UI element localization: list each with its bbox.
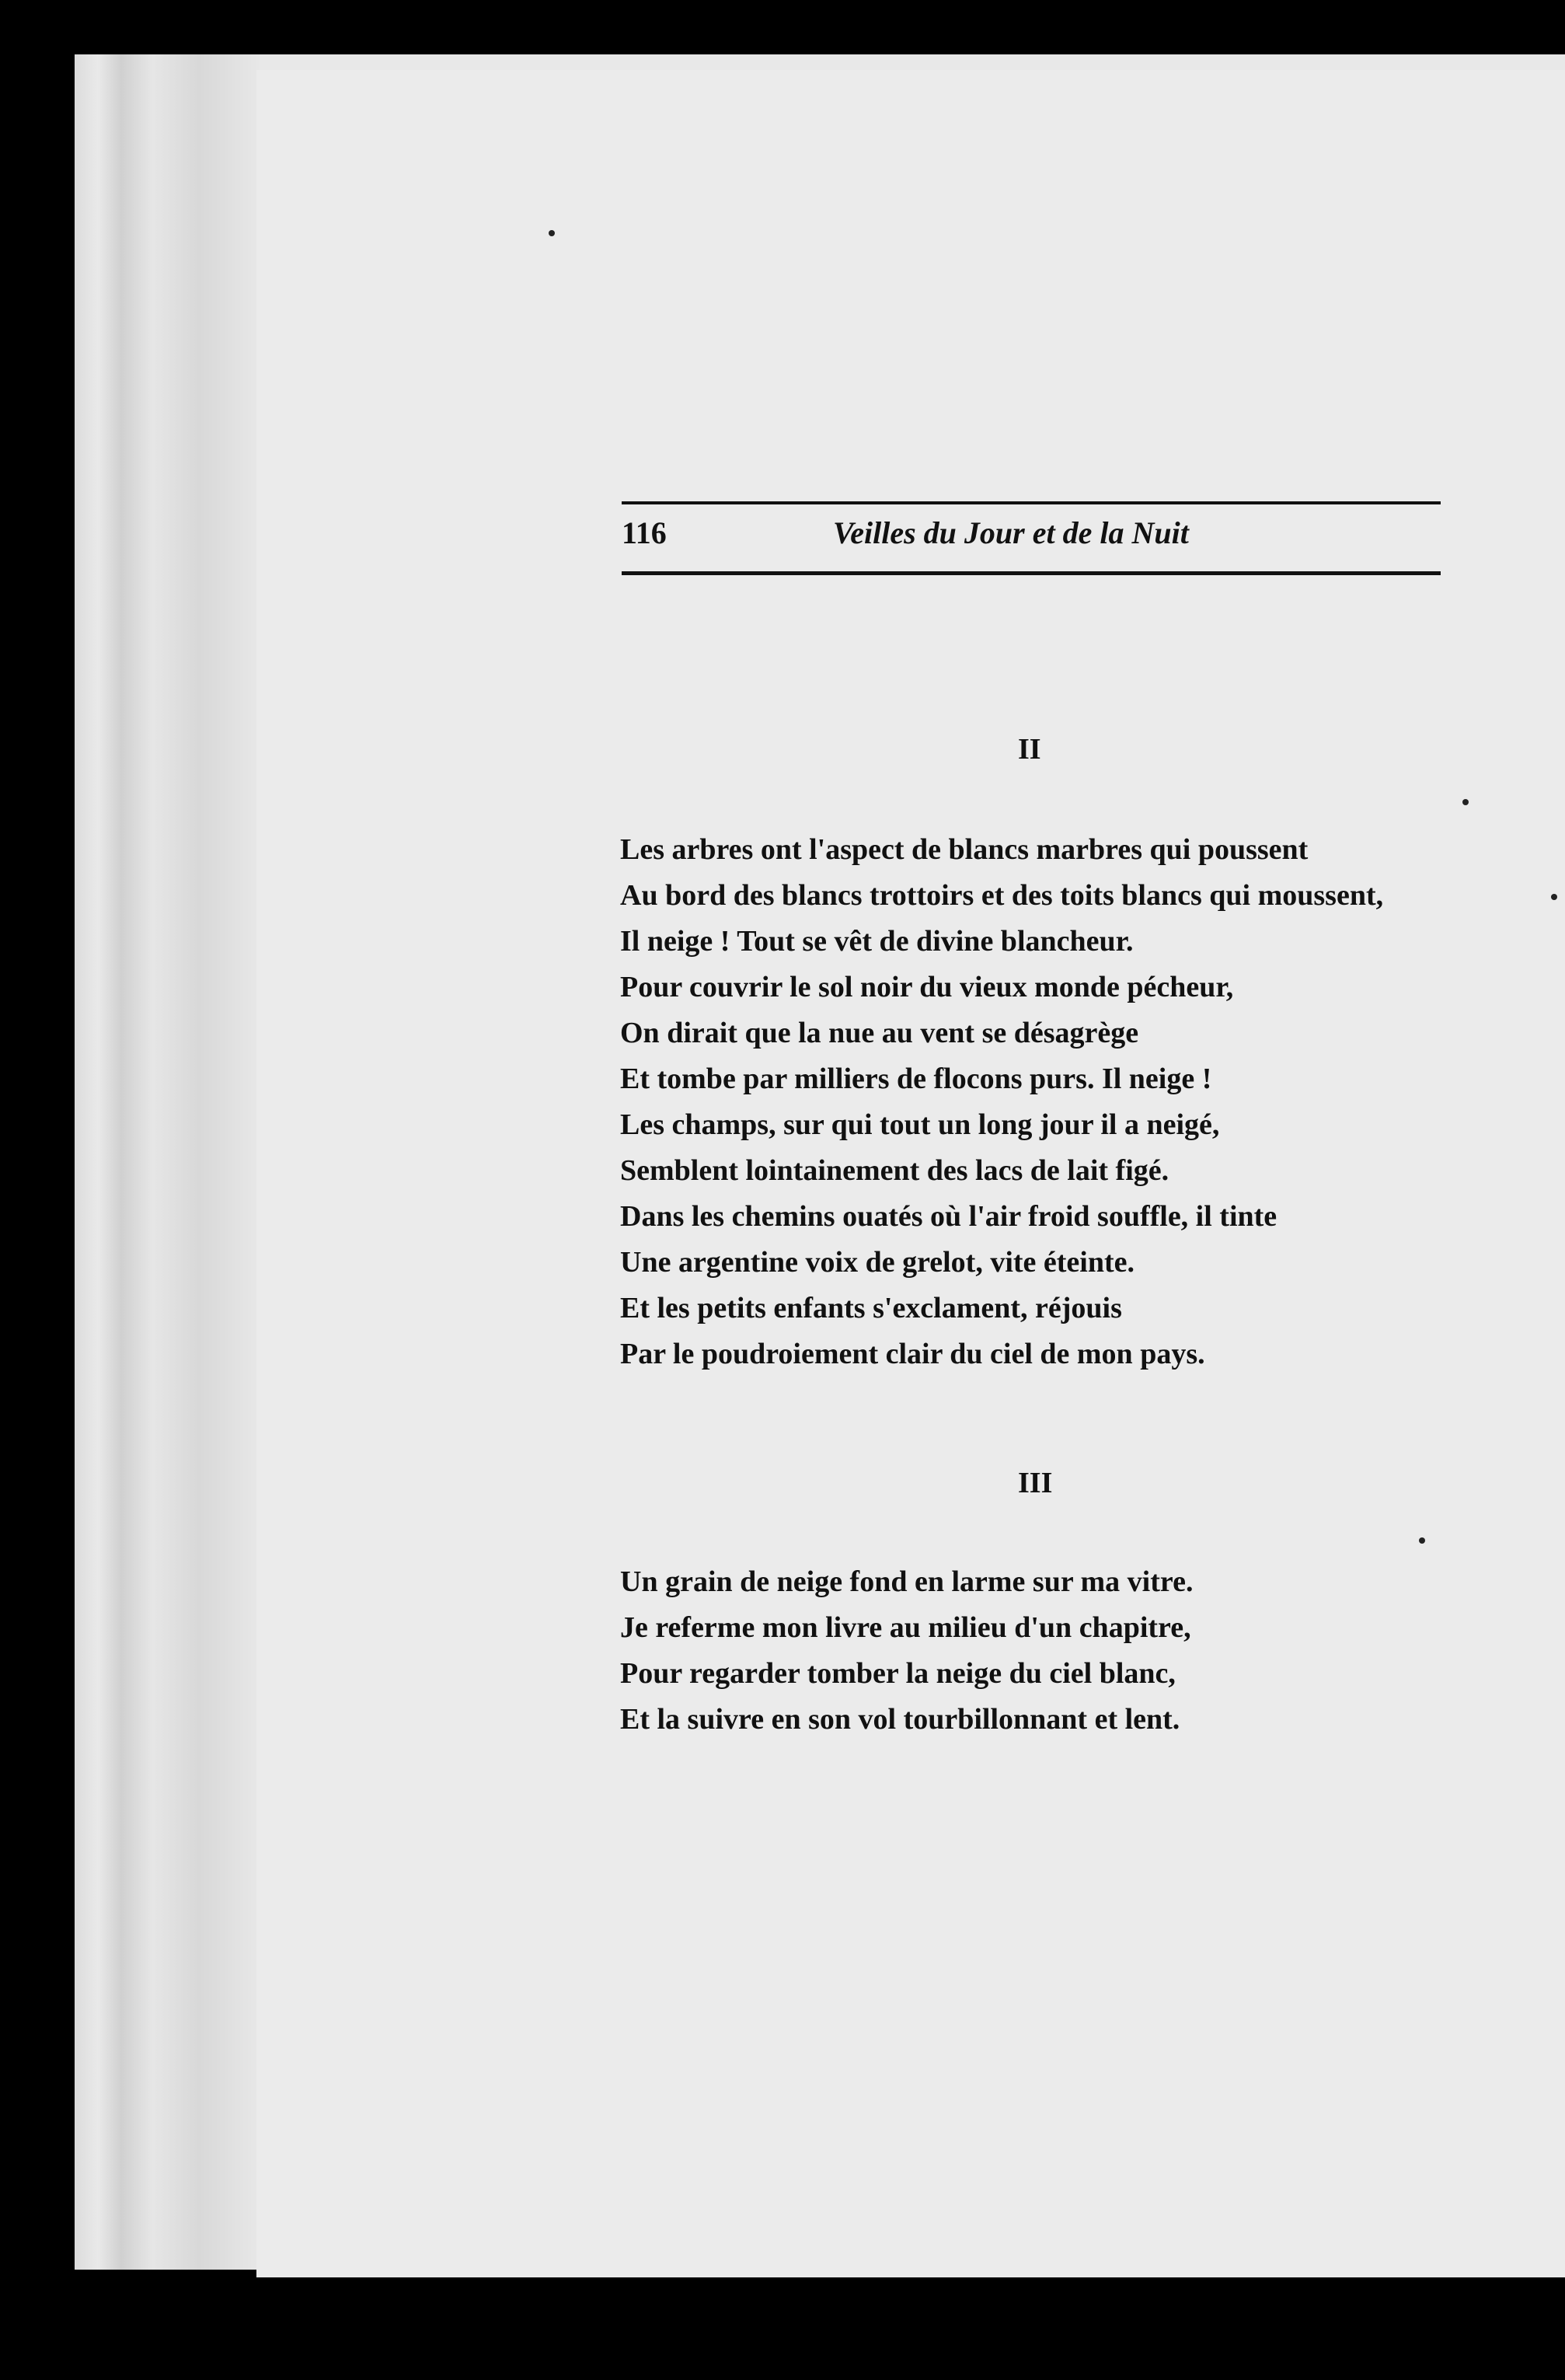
page-header — [622, 497, 1441, 581]
section-number-ii: II — [1018, 733, 1041, 766]
poem-line: Pour regarder tomber la neige du ciel blanc, — [620, 1657, 1176, 1690]
poem-line: Et les petits enfants s'exclament, réjouis — [620, 1292, 1122, 1324]
poem-line: Je referme mon livre au milieu d'un chapitre, — [620, 1611, 1191, 1644]
poem-line: Au bord des blancs trottoirs et des toits blancs qui moussent, — [620, 879, 1384, 912]
poem-line: Par le poudroiement clair du ciel de mon pays. — [620, 1338, 1205, 1370]
poem-line: Et tombe par milliers de flocons purs. Il neige ! — [620, 1063, 1212, 1095]
speck-mark — [1462, 799, 1469, 805]
poem-line: Un grain de neige fond en larme sur ma vitre. — [620, 1565, 1194, 1598]
speck-mark — [1419, 1537, 1425, 1544]
page-number: 116 — [622, 515, 667, 550]
poem-line: On dirait que la nue au vent se désagrège — [620, 1017, 1139, 1049]
poem-line: Et la suivre en son vol tourbillonnant et lent. — [620, 1703, 1180, 1736]
speck-mark — [549, 230, 555, 236]
poem-line: Semblent lointainement des lacs de lait figé. — [620, 1154, 1169, 1187]
poem-line: Les champs, sur qui tout un long jour il a neigé, — [620, 1108, 1220, 1141]
poem-line: Pour couvrir le sol noir du vieux monde pécheur, — [620, 971, 1234, 1003]
stanza-ii — [620, 827, 1514, 1377]
poem-line: Dans les chemins ouatés où l'air froid souffle, il tinte — [620, 1200, 1277, 1233]
section-number-iii: III — [1018, 1467, 1053, 1499]
header-bottom-rule — [622, 571, 1441, 575]
running-title: Veilles du Jour et de la Nuit — [833, 515, 1189, 550]
speck-mark — [1551, 894, 1557, 900]
poem-line: Les arbres ont l'aspect de blancs marbres qui poussent — [620, 833, 1309, 866]
poem-line: Une argentine voix de grelot, vite éteinte. — [620, 1246, 1135, 1279]
header-top-rule — [622, 501, 1441, 504]
stanza-iii — [620, 1559, 1514, 1743]
poem-line: Il neige ! Tout se vêt de divine blancheur. — [620, 925, 1134, 958]
